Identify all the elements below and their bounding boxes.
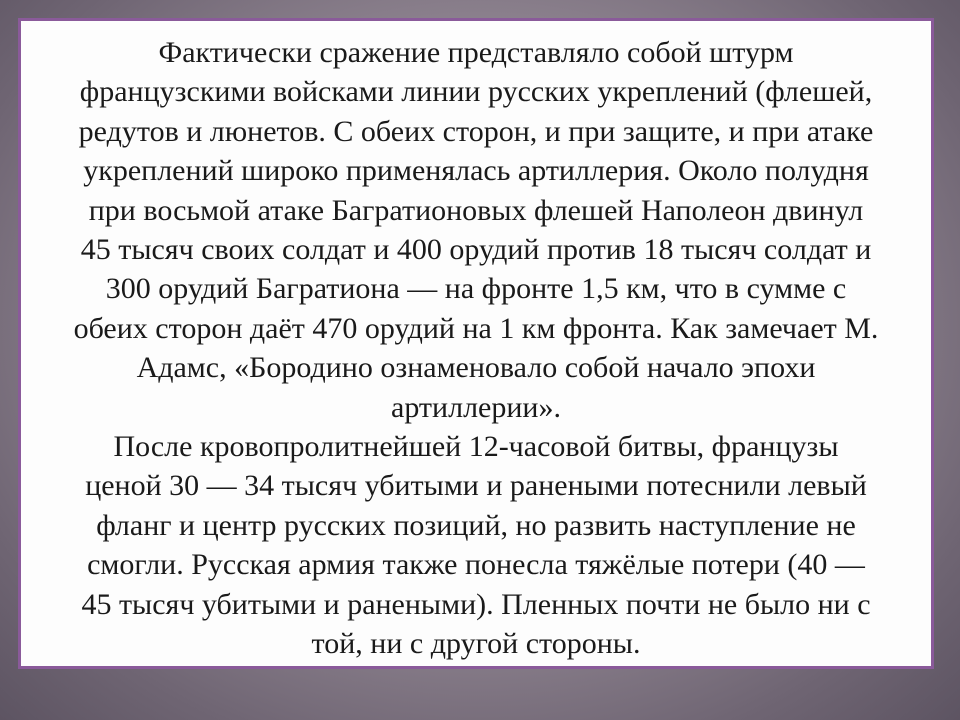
slide-body-text: Фактически сражение представляло собой штурм французскими войсками линии русских укреплений (флешей, редутов и люнетов. С обеих сторон, и при защите, и при атаке укреплений широко применялась артиллерия. Около полудня при восьмой атаке Багратионовых флешей Наполеон двинул 45 тысяч своих солдат и 400 орудий против 18 тысяч солдат и 300 орудий Багратиона — на фронте 1,5 км, что в сумме с обеих сторон даёт 470 орудий на 1 км фронта. Как замечает М. Адамс, «Бородино ознаменовало собой начало эпохи артиллерии». После кровопролитнейшей 12-часовой битвы, французы ценой 30 — 34 тысяч убитыми и ранеными потеснили левый фланг и центр русских позиций, но развить наступление не смогли. Русская армия также понесла тяжёлые потери (40 — 45 тысяч убитыми и ранеными). Пленных почти не было ни с той, ни с другой стороны.	[73, 36, 879, 661]
slide-text-panel	[18, 18, 934, 669]
